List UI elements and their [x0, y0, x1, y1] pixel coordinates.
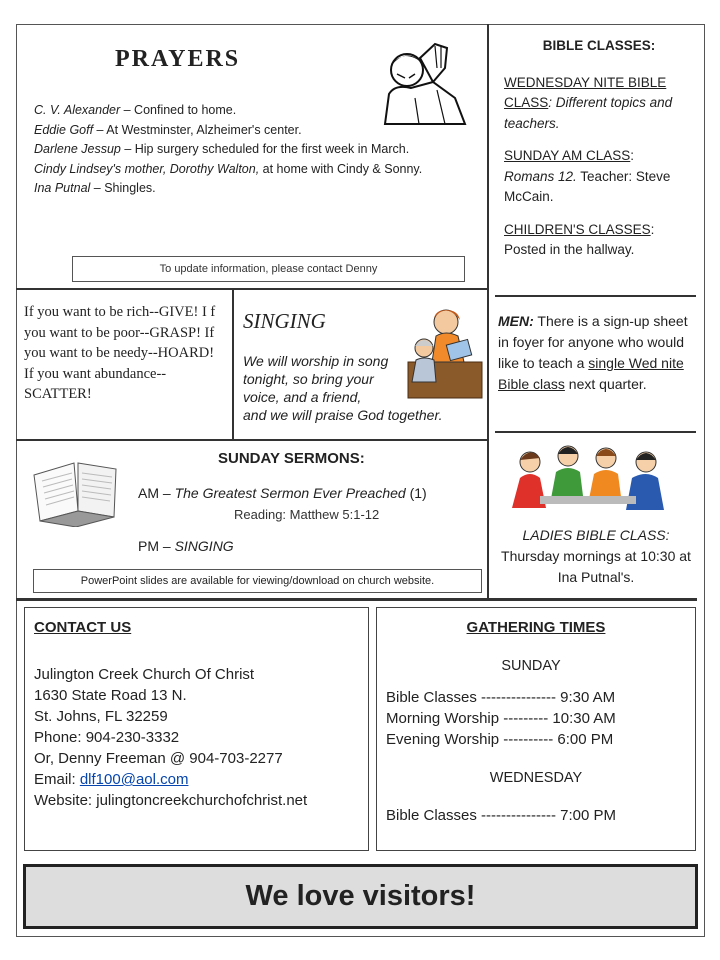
- children-class-label: CHILDREN'S CLASSES: [504, 221, 651, 237]
- divider-bible-men: [495, 295, 696, 297]
- pm-sermon-title: SINGING: [174, 538, 234, 554]
- prayer-list: [34, 101, 474, 199]
- prayer-item: [34, 101, 474, 121]
- prayer-item: [34, 179, 474, 199]
- morning-worship-time: Morning Worship --------- 10:30 AM: [386, 710, 616, 727]
- powerpoint-note: PowerPoint slides are available for viewing/download on church website.: [33, 569, 482, 593]
- prayer-name: Eddie Goff: [34, 122, 94, 137]
- visitors-banner: We love visitors!: [23, 864, 698, 929]
- gathering-title: GATHERING TIMES: [466, 619, 606, 636]
- sunday-class: [504, 146, 684, 208]
- prayer-item: [34, 140, 474, 160]
- prayer-item: [34, 160, 474, 180]
- wednesday-class: [504, 73, 684, 135]
- sunday-bible-classes-time: Bible Classes --------------- 9:30 AM: [386, 689, 616, 706]
- sunday-class-label: SUNDAY AM CLASS: [504, 148, 631, 163]
- gathering-section: [386, 617, 686, 826]
- divider-prayers-bottom: [16, 288, 488, 290]
- ladies-illustration: [510, 438, 670, 514]
- sermon-reading: Reading: Matthew 5:1-12: [234, 507, 380, 522]
- ladies-class-section: [500, 525, 692, 588]
- prayers-title: PRAYERS: [115, 46, 241, 72]
- divider-singing-bottom: [16, 439, 488, 441]
- phone: Phone: 904-230-3332: [34, 729, 180, 746]
- address-line-2: St. Johns, FL 32259: [34, 708, 168, 725]
- website: Website: julingtoncreekchurchofchrist.net: [34, 792, 308, 809]
- divider-men-ladies: [495, 431, 696, 433]
- wednesday-label: WEDNESDAY: [489, 770, 583, 786]
- prayer-name: Darlene Jessup: [34, 142, 121, 156]
- bible-classes-section: [504, 36, 684, 261]
- contact-title: CONTACT US: [34, 619, 132, 636]
- alt-contact: Or, Denny Freeman @ 904-703-2277: [34, 750, 283, 767]
- sunday-label: SUNDAY: [501, 658, 561, 674]
- singing-line: voice, and a friend,: [243, 389, 362, 405]
- singing-line: tonight, so bring your: [243, 371, 374, 387]
- sunday-class-teacher: Teacher: Steve McCain.: [504, 168, 671, 204]
- prayer-name: Ina Putnal: [34, 181, 91, 195]
- am-prefix: AM –: [138, 485, 175, 501]
- prayer-note: – At Westminster, Alzheimer's center.: [93, 122, 302, 137]
- am-sermon-title: The Greatest Sermon Ever Preached: [174, 485, 406, 501]
- singing-line: and we will praise God together.: [243, 407, 443, 423]
- wednesday-bible-classes-time: Bible Classes --------------- 7:00 PM: [386, 807, 616, 824]
- prayer-item: [34, 121, 474, 141]
- men-text-end: next quarter.: [564, 376, 647, 392]
- singing-line: We will worship in song: [243, 353, 389, 369]
- prayer-name: Cindy Lindsey's mother, Dorothy Walton,: [34, 161, 260, 176]
- wednesday-class-text: : Different topics and teachers.: [504, 95, 673, 131]
- prayer-note: – Hip surgery scheduled for the first week in March.: [120, 142, 410, 156]
- rich-quote: If you want to be rich--GIVE! I f you want to be poor--GRASP! If you want to be needy--HOARD! If you want abundance--SCATTER!: [24, 304, 216, 402]
- men-label: MEN:: [498, 313, 534, 329]
- sunday-class-passage: Romans 12.: [504, 168, 577, 184]
- men-text: There is a sign-up sheet in foyer for anyone who would like to teach a: [498, 313, 688, 371]
- ladies-class-text: Thursday mornings at 10:30 at Ina Putnal's.: [501, 548, 691, 585]
- vertical-divider-main: [487, 24, 489, 599]
- prayer-note: – Shingles.: [90, 181, 156, 195]
- sunday-sermons-title: SUNDAY SERMONS:: [218, 450, 365, 467]
- evening-worship-time: Evening Worship ---------- 6:00 PM: [386, 731, 614, 748]
- ladies-class-title: LADIES BIBLE CLASS:: [522, 527, 670, 543]
- address-line-1: 1630 State Road 13 N.: [34, 687, 187, 704]
- update-info-note: To update information, please contact Denny: [72, 256, 465, 282]
- prayer-note: at home with Cindy & Sonny.: [259, 161, 423, 176]
- email-link[interactable]: dlf100@aol.com: [79, 771, 189, 788]
- children-class: [504, 220, 684, 261]
- singing-text: [243, 352, 483, 424]
- children-class-text: : Posted in the hallway.: [504, 221, 655, 257]
- divider-rich-singing: [232, 289, 234, 439]
- email-label: Email:: [34, 771, 80, 788]
- email-line: [34, 769, 364, 790]
- sunday-class-colon: :: [630, 148, 635, 163]
- prayer-note: – Confined to home.: [120, 103, 237, 117]
- men-underlined-text: single Wed nite Bible class: [498, 355, 684, 392]
- prayer-name: C. V. Alexander: [34, 103, 121, 117]
- men-section: [498, 311, 688, 395]
- contact-section: [34, 617, 364, 811]
- am-sermon-suffix: (1): [405, 485, 427, 501]
- open-bible-illustration: [28, 455, 124, 527]
- wednesday-class-label: WEDNESDAY NITE BIBLE CLASS: [504, 74, 667, 110]
- pm-sermon: [138, 538, 234, 554]
- bible-classes-title: BIBLE CLASSES:: [542, 38, 656, 53]
- divider-main-bottom: [16, 598, 697, 601]
- singing-title: SINGING: [243, 309, 326, 333]
- church-name: Julington Creek Church Of Christ: [34, 666, 255, 683]
- pm-prefix: PM –: [138, 538, 175, 554]
- am-sermon: [138, 485, 427, 501]
